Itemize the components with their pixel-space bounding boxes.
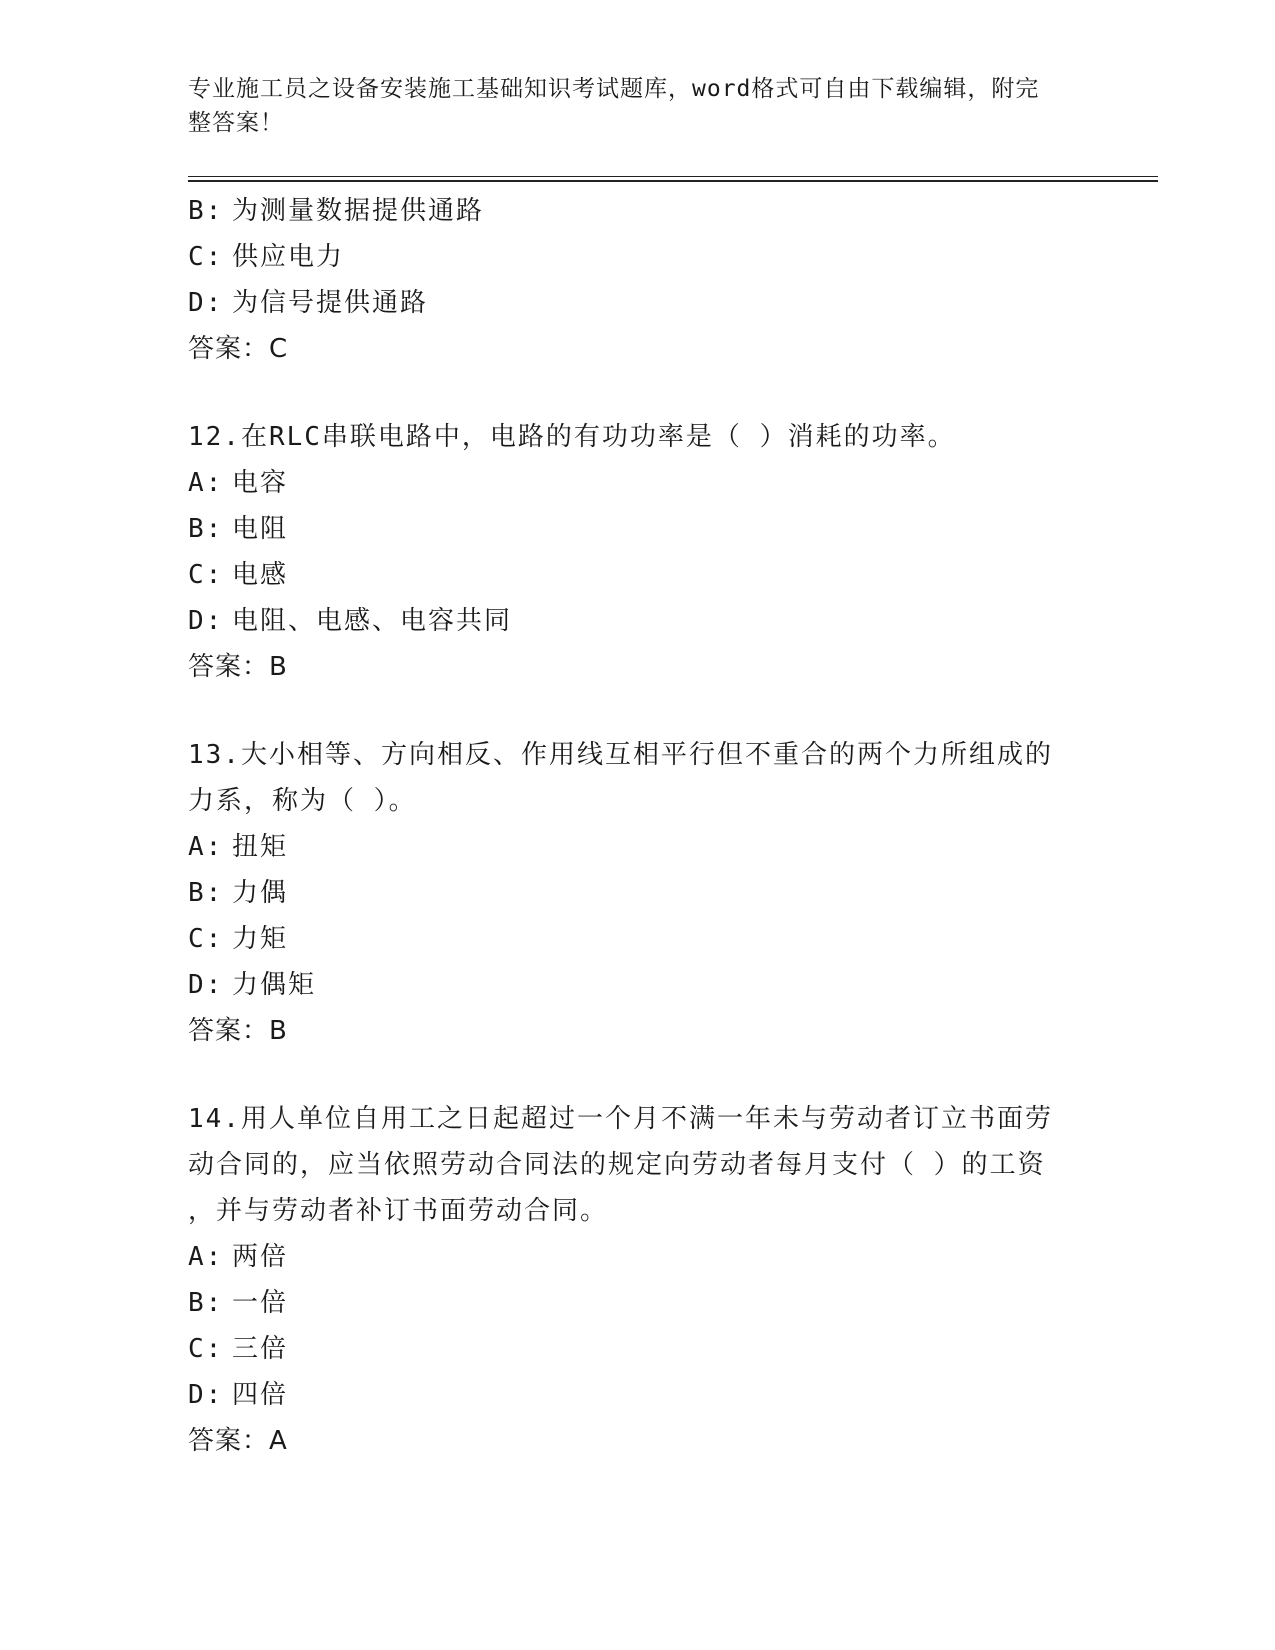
header-divider (188, 176, 1158, 182)
question-list (188, 188, 1158, 1464)
option-c: C: 供应电力 (188, 242, 345, 272)
option-c: C: 三倍 (188, 1334, 289, 1364)
answer-line: 答案：B (188, 652, 288, 682)
header-line-2: 整答案！ (188, 110, 284, 136)
question-13 (188, 732, 1158, 1054)
option-a: A: 两倍 (188, 1242, 289, 1272)
question-partial (188, 188, 1158, 372)
option-c: C: 力矩 (188, 924, 289, 954)
question-stem: 14.用人单位自用工之日起超过一个月不满一年未与劳动者订立书面劳 动合同的，应当依照劳动合同法的规定向劳动者每月支付（ ）的工资 ，并与劳动者补订书面劳动合同。 (188, 1104, 1053, 1226)
option-d: D: 电阻、电感、电容共同 (188, 606, 513, 636)
answer-line: 答案：A (188, 1426, 288, 1456)
option-b: B: 一倍 (188, 1288, 289, 1318)
question-12 (188, 414, 1158, 690)
option-d: D: 力偶矩 (188, 970, 317, 1000)
option-c: C: 电感 (188, 560, 289, 590)
answer-line: 答案：B (188, 1016, 288, 1046)
question-stem: 12.在RLC串联电路中，电路的有功功率是（ ）消耗的功率。 (188, 422, 956, 452)
document-page (188, 72, 1158, 1464)
question-14 (188, 1096, 1158, 1464)
option-a: A: 电容 (188, 468, 289, 498)
option-b: B: 力偶 (188, 878, 289, 908)
header-line-1: 专业施工员之设备安装施工基础知识考试题库，word格式可自由下载编辑，附完 (188, 76, 1040, 102)
option-b: B: 电阻 (188, 514, 289, 544)
question-stem: 13.大小相等、方向相反、作用线互相平行但不重合的两个力所组成的 力系，称为（ ）。 (188, 740, 1053, 816)
option-a: A: 扭矩 (188, 832, 289, 862)
option-b: B: 为测量数据提供通路 (188, 196, 485, 226)
answer-line: 答案：C (188, 334, 289, 364)
option-d: D: 四倍 (188, 1380, 289, 1410)
option-d: D: 为信号提供通路 (188, 288, 429, 318)
document-header (188, 72, 1088, 140)
